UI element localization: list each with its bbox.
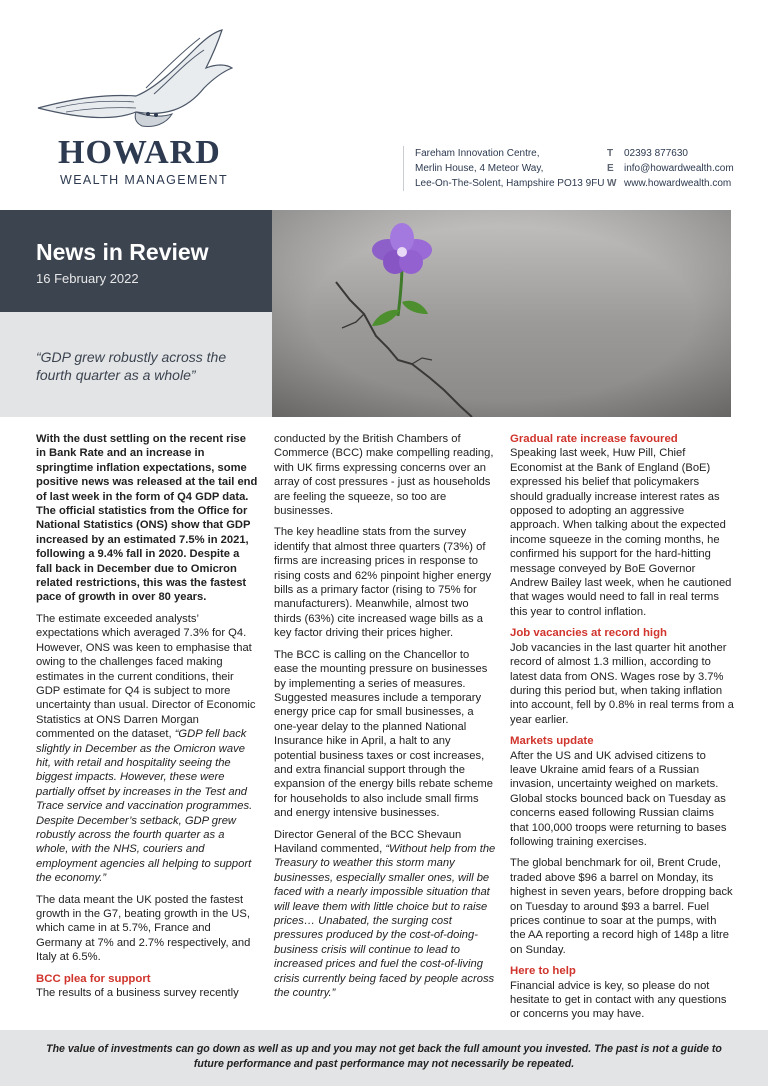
address-line: Merlin House, 4 Meteor Way, [415,163,544,174]
section-heading: Here to help [510,965,576,978]
company-logo [36,28,236,188]
paragraph: Speaking last week, Huw Pill, Chief Economist at the Bank of England (BoE) expressed his belief that policymakers should gradually increase interest rates as opposed to adopting an aggressive approach. When talking about the expected income squeeze in the coming months, he confirmed his support for the hard-hitting message conveyed by BoE Governor Andrew Bailey last week, when he cautioned that wages would need to fall in real terms this year to control inflation. [510,447,732,618]
quote-shevaun-haviland: “Without help from the Treasury to weather this storm many businesses, especially smaller ones, will be faced with a nearly impossible situation that will leave them with little choice but to raise prices… Unabated, the surging cost pressures produced by the cost-of-doing-business crisis will continue to lead to increased prices and fuel the cost-of-living crisis currently being faced by people across the country.” [274,842,496,1000]
paragraph: Job vacancies in the last quarter hit another record of almost 1.3 million, according to latest data from ONS. Wages rose by 3.7% during this period but, when taking inflation into account, fell by 0.8% in real terms from a year earlier. [510,641,734,726]
contact-details [607,146,734,191]
footer [0,1030,768,1086]
paragraph: After the US and UK advised citizens to leave Ukraine amid fears of a Russian invasion, uncertainty weighed on markets. Global stocks bounced back on Tuesday as concerns eased following Russian claims that 100,000 troops were returning to bases following training exercises. [510,749,727,848]
paragraph: conducted by the British Chambers of Commerce (BCC) make compelling reading, with UK firms expressing concerns over an array of cost pressures - just as households are feeling the squeeze, so too are businesses. [274,433,494,518]
article-column-2 [274,432,496,1007]
article-column-3 [510,432,734,1029]
section-heading: Gradual rate increase favoured [510,433,678,445]
paragraph: The data meant the UK posted the fastest growth in the G7, beating growth in the US, which came in at 5.7%, France and Germany at 7% and 2.7% respectively, and Italy at 6.5%. [36,893,251,964]
contact-email: E info@howardwealth.com [607,163,734,174]
paragraph: The results of a business survey recently [36,987,239,1000]
paragraph: The key headline stats from the survey identify that almost three quarters (73%) of firms are increasing prices in response to rising costs and 62% pinpoint higher energy bills as a primary factor (rising to 75% for manufacturers). Meanwhile, almost two thirds (63%) cite increased wage bills as a key factor driving their prices higher. [274,526,492,640]
paragraph: Director General of the BCC Shevaun Haviland commented, “Without help from the Treasury to weather this storm many businesses, especially smaller ones, will be faced with a nearly impossible situation that will leave them with little choice but to raise prices… Unabated, the surging cost pressures produced by the cost-of-doing-business crisis will continue to lead to increased prices and fuel the cost-of-living crisis currently being faced by people across the country.” [274,828,496,1000]
address-line: Lee-On-The-Solent, Hampshire PO13 9FU [415,178,605,189]
pull-quote-band [0,312,272,417]
lead-paragraph: With the dust settling on the recent rise in Bank Rate and an increase in springtime inflation expectations, some positive news was released at the tail end of last week in the form of Q4 GDP data. The official statistics from the Office for National Statistics (ONS) show that GDP increased by an estimated 7.5% in 2021, following a 9.4% fall in 2020. Despite a fall back in December due to Omicron related restrictions, this was the fastest pace of growth in over 80 years. [36,433,258,604]
section-heading: Markets update [510,735,594,748]
paragraph: The global benchmark for oil, Brent Crude, traded above $96 a barrel on Monday, its highest in seven years, before dropping back on Tuesday to around $93 a barrel. Fuel prices continue to soar at the pumps, with the AA reporting a record high of 148p a litre on Sunday. [510,857,733,956]
issue-date: 16 February 2022 [36,271,139,286]
contact-phone: T 02393 877630 [607,148,688,159]
page-title: News in Review [36,239,209,265]
disclaimer: The value of investments can go down as well as up and you may not get back the full amount you invested. The past is not a guide to future performance and past performance may not necessarily be repeated. [46,1043,722,1070]
article-column-1 [36,432,258,1007]
section-heading: Job vacancies at record high [510,627,667,640]
section-heading: BCC plea for support [36,972,151,985]
paragraph: Financial advice is key, so please do not hesitate to get in contact with any questions or concerns you may have. [510,979,727,1021]
pull-quote: “GDP grew robustly across the fourth quarter as a whole” [36,349,227,383]
brand-name: HOWARD [58,134,221,171]
quote-darren-morgan: “GDP fell back slightly in December as the Omicron wave hit, with retail and hospitality seeing the biggest impacts. However, these were partially offset by increases in the Test and Trace service and vaccination programmes. Despite December’s setback, GDP grew robustly across the fourth quarter as a whole, with the NHS, couriers and employment agencies all helping to support the economy.” [36,728,253,885]
flower-photo [272,210,731,417]
paragraph: The estimate exceeded analysts’ expectations which averaged 7.3% for Q4. However, ONS was keen to emphasise that owing to the challenges faced making estimates in the current conditions, their GDP estimate for Q4 is subject to more uncertainty than usual. Director of Economic Statistics at ONS Darren Morgan commented on the dataset, “GDP fell back slightly in December as the Omicron wave hit, with retail and hospitality seeing the biggest impacts. However, these were partially offset by increases in the Test and Trace service and vaccination programmes. Despite December’s setback, GDP grew robustly across the fourth quarter as a whole, with the NHS, couriers and employment agencies all helping to support the economy.” [36,612,256,885]
contact-website: W www.howardwealth.com [607,178,732,189]
contact-address [403,146,605,191]
title-banner [0,210,272,312]
paragraph: The BCC is calling on the Chancellor to ease the mounting pressure on businesses by implementing a series of measures. Suggested measures include a temporary energy price cap for small businesses, a one-year delay to the planned National Insurance hike in April, a halt to any potential business taxes or cost increases, and extra financial support through the expansion of the energy bills rebate scheme for households to also include small firms and energy intensive businesses. [274,648,493,820]
brand-subtitle: WEALTH MANAGEMENT [60,173,229,187]
owl-icon [36,28,236,138]
address-line: Fareham Innovation Centre, [415,148,540,159]
